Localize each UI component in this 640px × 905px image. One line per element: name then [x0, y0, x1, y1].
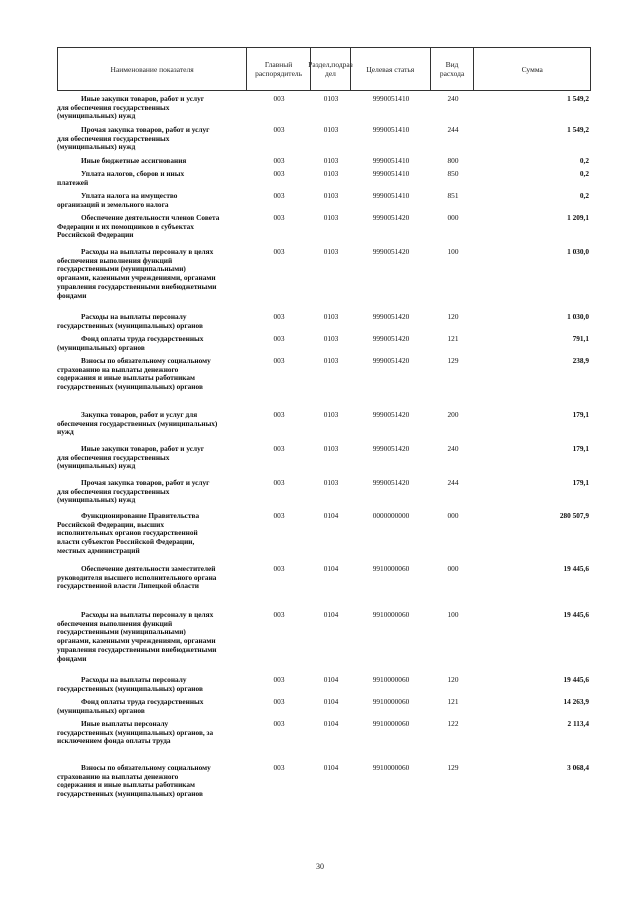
row-type: 200 [447, 410, 459, 419]
row-name-line: управления государственными внебюджетными [57, 644, 217, 654]
row-sum: 3 068,4 [567, 763, 589, 772]
row-type: 244 [447, 478, 459, 487]
row-type: 000 [447, 511, 459, 520]
row-target: 9990051410 [372, 156, 410, 165]
row-type: 244 [447, 125, 459, 134]
row-type: 120 [447, 312, 459, 321]
row-name-line: обеспечения государственных (муниципальных) [57, 418, 218, 428]
row-name [57, 126, 247, 152]
row-target: 9990051420 [372, 478, 410, 487]
row-type: 129 [447, 763, 459, 772]
row-name-line: (муниципальных) нужд [57, 142, 136, 152]
row-name-line: Иные выплаты персоналу [81, 719, 169, 728]
row-target: 9910000060 [372, 564, 410, 573]
row-name [57, 445, 247, 471]
row-name-line: Функционирование Правительства [81, 511, 200, 520]
row-admin: 003 [273, 125, 285, 134]
row-name [57, 512, 247, 556]
row-type: 800 [447, 156, 459, 165]
row-section: 0103 [323, 444, 339, 453]
row-name-line: руководителя высшего исполнительного органа [57, 572, 217, 582]
row-name-line: для обеспечения государственных [57, 102, 170, 112]
row-type: 000 [447, 213, 459, 222]
row-name-line: исключением фонда оплаты труда [57, 736, 171, 746]
row-name [57, 611, 247, 663]
page-number: 30 [316, 862, 324, 871]
table-row [57, 95, 591, 121]
row-name-line: Уплата налога на имущество [81, 191, 178, 200]
row-name [57, 565, 247, 591]
row-type: 240 [447, 94, 459, 103]
row-name-line: органами, казенными учреждениями, органами [57, 636, 216, 646]
row-name [57, 357, 247, 392]
row-name-line: Фонд оплаты труда государственных [81, 697, 204, 706]
table-row [57, 248, 591, 300]
row-name-line: Фонд оплаты труда государственных [81, 334, 204, 343]
row-admin: 003 [273, 169, 285, 178]
row-section: 0103 [323, 478, 339, 487]
row-sum: 19 445,6 [563, 610, 589, 619]
row-sum: 1 549,2 [567, 125, 589, 134]
row-admin: 003 [273, 610, 285, 619]
row-admin: 003 [273, 156, 285, 165]
row-name-line: Иные закупки товаров, работ и услуг [81, 94, 205, 103]
row-name-line: Обеспечение деятельности заместителей [81, 564, 216, 573]
row-admin: 003 [273, 213, 285, 222]
row-target: 9990051410 [372, 191, 410, 200]
row-name-line: Взносы по обязательному социальному [81, 763, 211, 772]
row-name-line: управления государственными внебюджетными [57, 281, 217, 291]
row-target: 9990051420 [372, 213, 410, 222]
row-admin: 003 [273, 356, 285, 365]
row-sum: 1 549,2 [567, 94, 589, 103]
row-name-line: власти субъектов Российской Федерации, [57, 537, 195, 547]
row-target: 9910000060 [372, 763, 410, 772]
row-type: 850 [447, 169, 459, 178]
row-sum: 2 113,4 [567, 719, 589, 728]
row-name-line: организаций и земельного налога [57, 199, 169, 209]
row-admin: 003 [273, 511, 285, 520]
row-name-line: для обеспечения государственных [57, 133, 170, 143]
row-admin: 003 [273, 697, 285, 706]
row-admin: 003 [273, 410, 285, 419]
row-target: 9990051410 [372, 169, 410, 178]
row-target: 9990051410 [372, 94, 410, 103]
table-row [57, 411, 591, 437]
table-row [57, 214, 591, 240]
row-name-line: Иные бюджетные ассигнования [81, 156, 187, 165]
row-type: 000 [447, 564, 459, 573]
row-admin: 003 [273, 247, 285, 256]
header-sum: Сумма [521, 64, 543, 74]
row-sum: 1 030,0 [567, 312, 589, 321]
row-admin: 003 [273, 763, 285, 772]
row-section: 0103 [323, 191, 339, 200]
row-name [57, 95, 247, 121]
row-name [57, 720, 247, 746]
row-sum: 238,9 [572, 356, 589, 365]
row-name-line: государственных (муниципальных) органов [57, 320, 203, 330]
row-name-line: местных администраций [57, 545, 140, 555]
row-name-line: Российской Федерации, высших [57, 519, 165, 529]
table-row [57, 445, 591, 471]
row-section: 0104 [323, 564, 339, 573]
row-name-line: государственных (муниципальных) органов [57, 789, 203, 799]
row-type: 122 [447, 719, 459, 728]
row-admin: 003 [273, 191, 285, 200]
row-name-line: (муниципальных) нужд [57, 461, 136, 471]
row-target: 9910000060 [372, 610, 410, 619]
row-admin: 003 [273, 478, 285, 487]
row-name-line: Российской Федерации [57, 230, 134, 240]
row-section: 0103 [323, 410, 339, 419]
row-section: 0103 [323, 247, 339, 256]
row-sum: 1 030,0 [567, 247, 589, 256]
table-row [57, 479, 591, 505]
row-target: 9910000060 [372, 719, 410, 728]
row-name-line: Закупка товаров, работ и услуг для [81, 410, 198, 419]
row-admin: 003 [273, 675, 285, 684]
row-name-line: страхованию на выплаты денежного [57, 364, 179, 374]
table-row [57, 313, 591, 330]
row-section: 0103 [323, 169, 339, 178]
table-row [57, 192, 591, 209]
header-type: Вид расхода [431, 48, 475, 90]
row-section: 0103 [323, 156, 339, 165]
row-sum: 0,2 [579, 156, 589, 165]
row-admin: 003 [273, 94, 285, 103]
row-name-line: для обеспечения государственных [57, 452, 170, 462]
table-row [57, 512, 591, 556]
header-section: Раздел,подраз дел [311, 48, 351, 90]
row-name-line: государственных (муниципальных) органов, за [57, 727, 214, 737]
row-type: 240 [447, 444, 459, 453]
table-row [57, 157, 591, 166]
row-name-line: платежей [57, 177, 89, 187]
row-sum: 0,2 [579, 169, 589, 178]
row-name-line: страхованию на выплаты денежного [57, 771, 179, 781]
header-name: Наименование показателя [58, 48, 247, 90]
row-sum: 1 209,1 [567, 213, 589, 222]
row-sum: 19 445,6 [563, 675, 589, 684]
row-target: 9990051420 [372, 356, 410, 365]
row-type: 100 [447, 247, 459, 256]
row-section: 0103 [323, 312, 339, 321]
table-row [57, 170, 591, 187]
row-name-line: (муниципальных) органов [57, 342, 145, 352]
row-target: 9990051420 [372, 334, 410, 343]
row-name [57, 411, 247, 437]
row-name-line: Взносы по обязательному социальному [81, 356, 211, 365]
row-name [57, 676, 247, 693]
row-section: 0103 [323, 334, 339, 343]
row-admin: 003 [273, 334, 285, 343]
row-target: 9910000060 [372, 675, 410, 684]
row-sum: 179,1 [572, 444, 589, 453]
row-section: 0103 [323, 94, 339, 103]
table-header [57, 47, 591, 91]
table-row [57, 698, 591, 715]
row-name-line: (муниципальных) органов [57, 705, 145, 715]
row-name [57, 157, 247, 166]
row-name-line: обеспечения выполнения функций [57, 255, 173, 265]
row-section: 0104 [323, 697, 339, 706]
table-row [57, 720, 591, 746]
row-sum: 0,2 [579, 191, 589, 200]
row-section: 0104 [323, 610, 339, 619]
row-type: 120 [447, 675, 459, 684]
row-name [57, 192, 247, 209]
row-section: 0104 [323, 719, 339, 728]
table-row [57, 676, 591, 693]
row-name [57, 313, 247, 330]
row-sum: 179,1 [572, 410, 589, 419]
row-section: 0103 [323, 356, 339, 365]
row-section: 0103 [323, 125, 339, 134]
row-name-line: Обеспечение деятельности членов Совета [81, 213, 220, 222]
row-section: 0103 [323, 213, 339, 222]
table-row [57, 565, 591, 591]
row-name-line: Расходы на выплаты персоналу [81, 312, 187, 321]
row-name [57, 479, 247, 505]
row-name-line: государственных (муниципальных) органов [57, 382, 203, 392]
row-name-line: государственной власти Липецкой области [57, 581, 199, 591]
row-name-line: содержания и иные выплаты работникам [57, 780, 195, 790]
row-name-line: Расходы на выплаты персоналу в целях [81, 247, 214, 256]
row-target: 9990051410 [372, 125, 410, 134]
row-name-line: содержания и иные выплаты работникам [57, 373, 195, 383]
row-section: 0104 [323, 763, 339, 772]
row-name-line: нужд [57, 427, 74, 437]
row-target: 9990051420 [372, 444, 410, 453]
row-target: 9910000060 [372, 697, 410, 706]
row-type: 851 [447, 191, 459, 200]
row-name [57, 248, 247, 300]
row-name-line: (муниципальных) нужд [57, 111, 136, 121]
row-type: 121 [447, 334, 459, 343]
row-target: 9990051420 [372, 410, 410, 419]
row-name-line: обеспечения выполнения функций [57, 618, 173, 628]
row-name-line: государственными (муниципальными) [57, 264, 186, 274]
row-sum: 14 263,9 [563, 697, 589, 706]
row-name-line: фондами [57, 290, 87, 300]
row-type: 121 [447, 697, 459, 706]
table-row [57, 335, 591, 352]
row-name-line: Расходы на выплаты персоналу [81, 675, 187, 684]
row-sum: 19 445,6 [563, 564, 589, 573]
row-type: 100 [447, 610, 459, 619]
row-name-line: (муниципальных) нужд [57, 495, 136, 505]
row-name-line: Федерации и их помощников в субъектах [57, 221, 194, 231]
row-name-line: для обеспечения государственных [57, 486, 170, 496]
row-section: 0104 [323, 675, 339, 684]
row-target: 9990051420 [372, 312, 410, 321]
row-admin: 003 [273, 312, 285, 321]
row-name-line: Иные закупки товаров, работ и услуг [81, 444, 205, 453]
row-admin: 003 [273, 719, 285, 728]
row-admin: 003 [273, 564, 285, 573]
row-name-line: Уплата налогов, сборов и иных [81, 169, 185, 178]
row-name-line: органами, казенными учреждениями, органами [57, 273, 216, 283]
row-target: 0000000000 [372, 511, 410, 520]
row-name-line: фондами [57, 653, 87, 663]
row-admin: 003 [273, 444, 285, 453]
row-name [57, 335, 247, 352]
row-name [57, 764, 247, 799]
table-row [57, 126, 591, 152]
row-name-line: Прочая закупка товаров, работ и услуг [81, 125, 210, 134]
header-admin: Главный распорядитель [247, 48, 311, 90]
table-row [57, 357, 591, 392]
row-sum: 179,1 [572, 478, 589, 487]
row-type: 129 [447, 356, 459, 365]
table-row [57, 764, 591, 799]
row-name-line: государственных (муниципальных) органов [57, 683, 203, 693]
row-name [57, 214, 247, 240]
row-name-line: Расходы на выплаты персоналу в целях [81, 610, 214, 619]
row-name-line: государственными (муниципальными) [57, 627, 186, 637]
row-name-line: исполнительных органов государственной [57, 528, 198, 538]
row-name-line: Прочая закупка товаров, работ и услуг [81, 478, 210, 487]
row-sum: 791,1 [572, 334, 589, 343]
row-target: 9990051420 [372, 247, 410, 256]
header-target: Целевая статья [351, 48, 431, 90]
table-row [57, 611, 591, 663]
row-section: 0104 [323, 511, 339, 520]
row-sum: 280 507,9 [559, 511, 589, 520]
row-name [57, 698, 247, 715]
row-name [57, 170, 247, 187]
